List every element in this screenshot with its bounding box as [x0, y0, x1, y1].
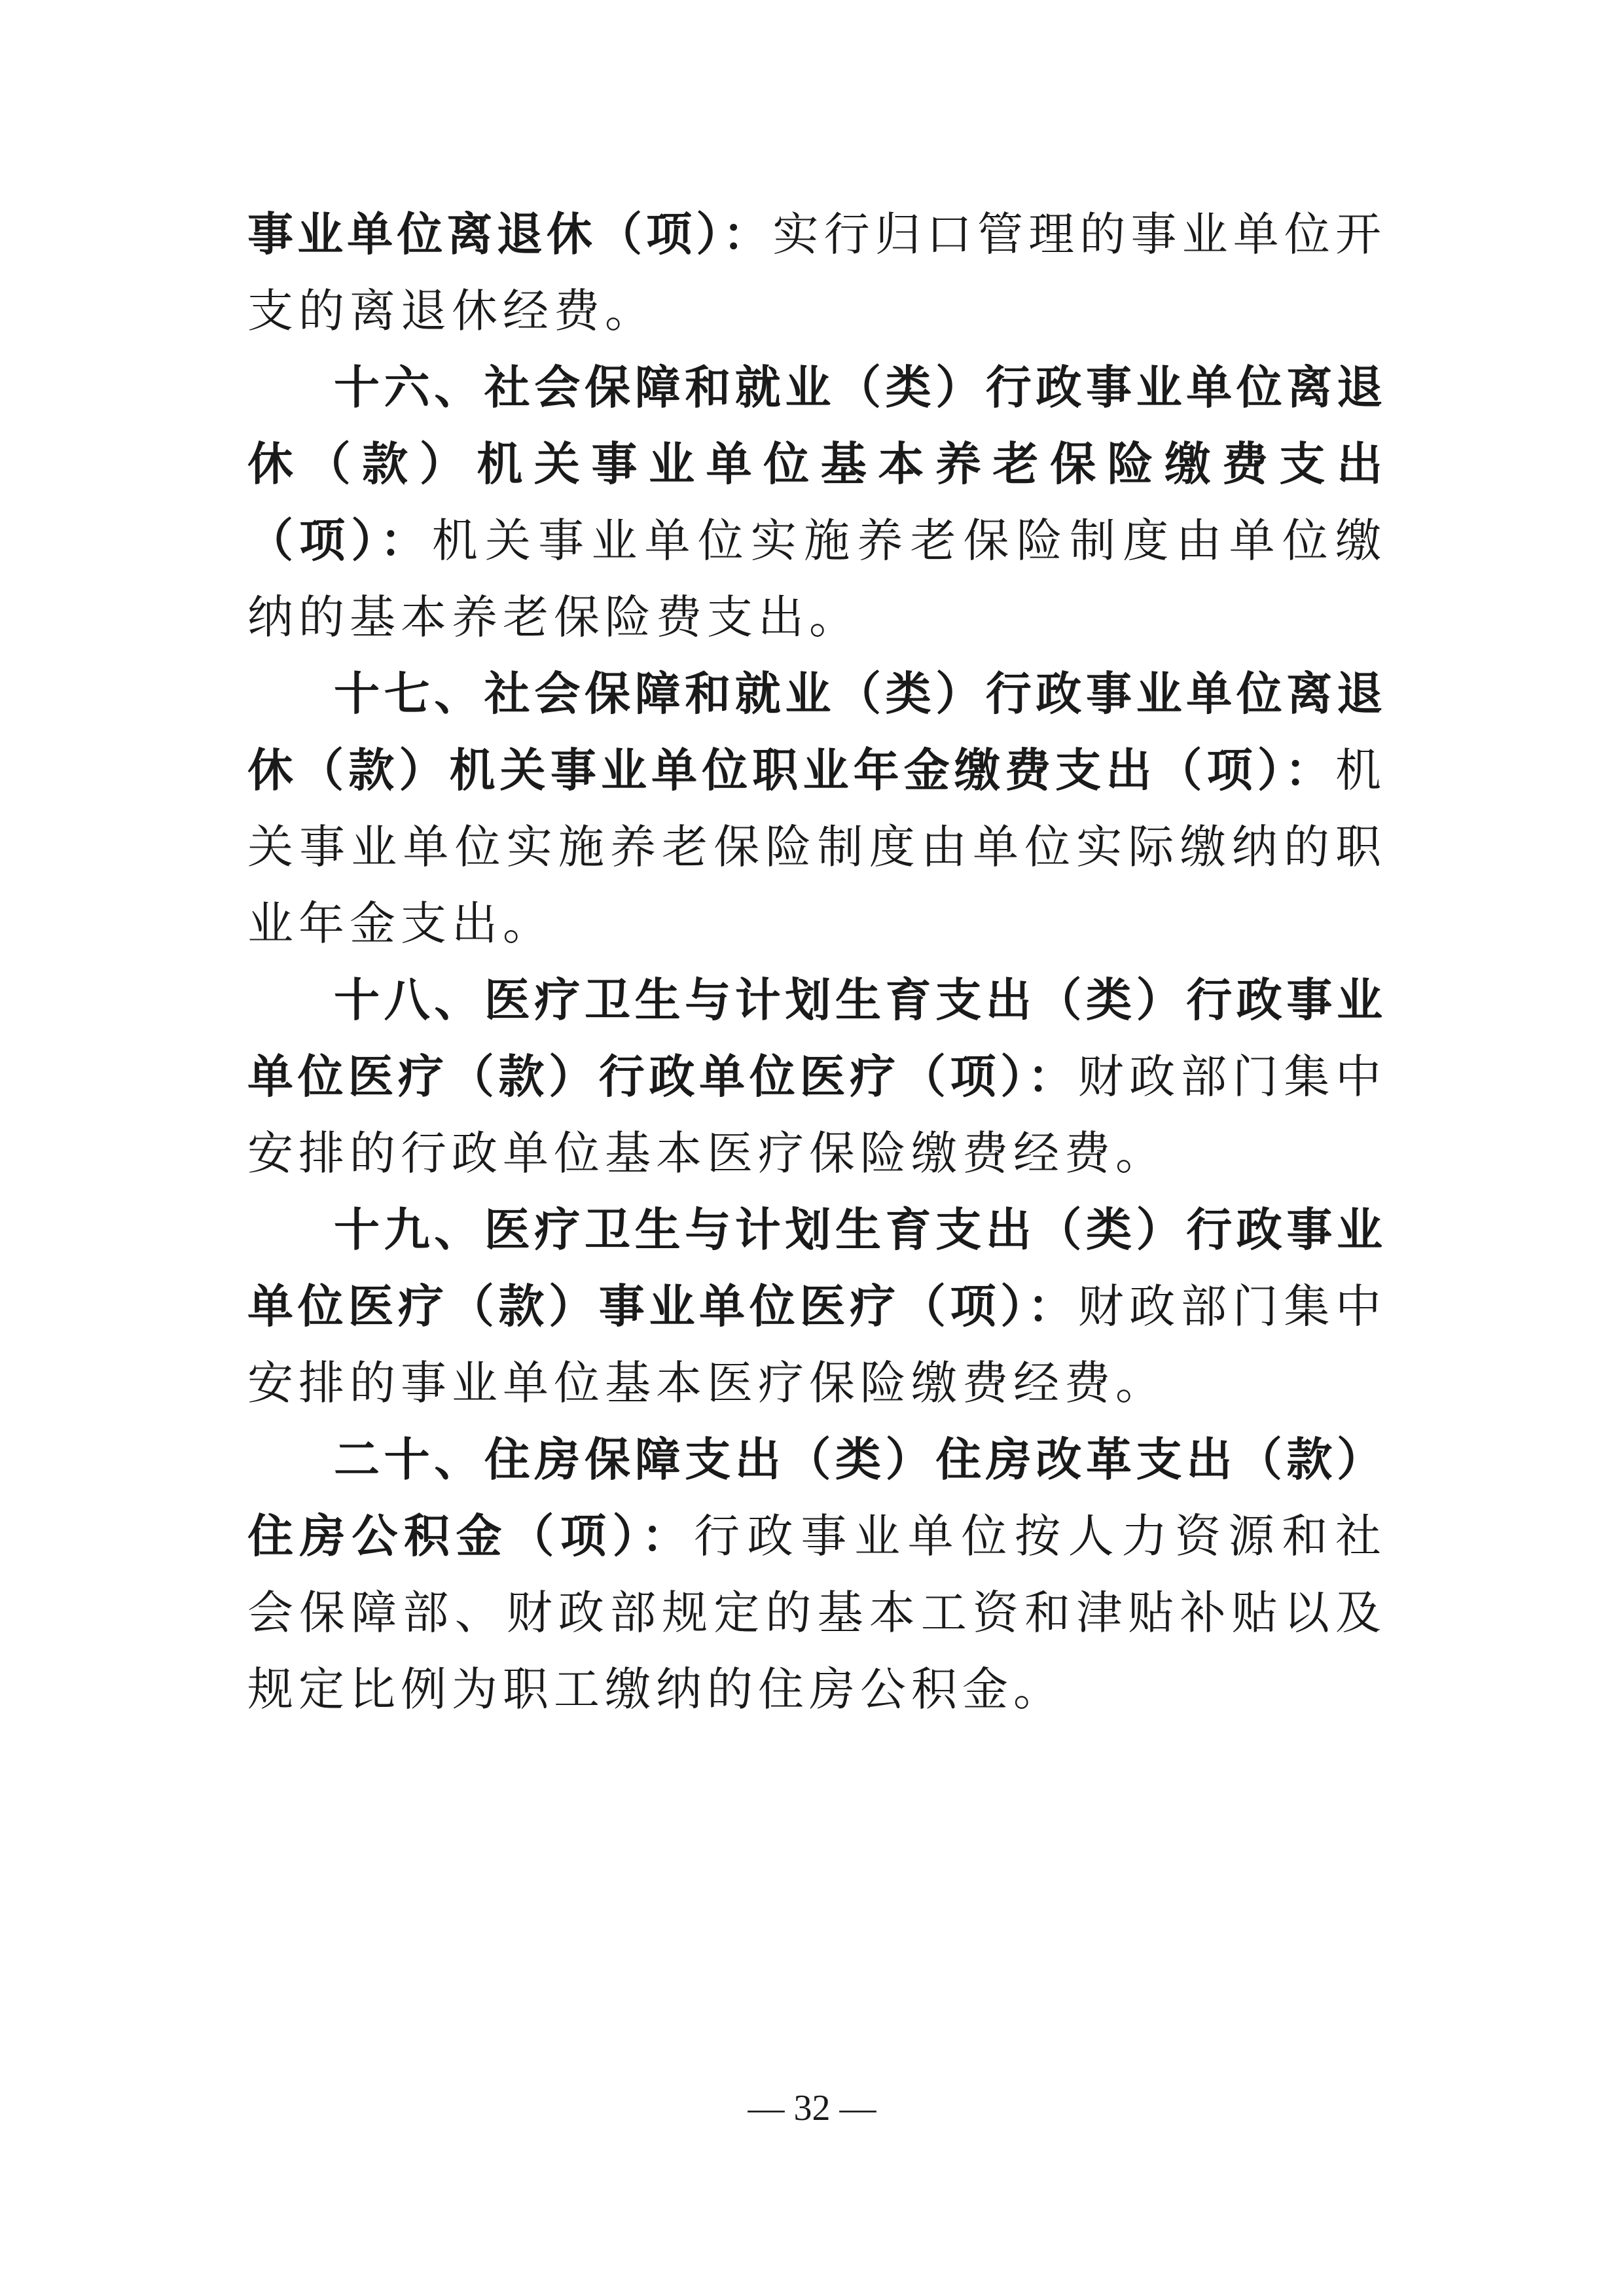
- paragraph-heading: 十六、社会保障和就业（类）行政事业单位离退休（款）机关事业单位基本养老保险缴费支出（项）：: [247, 361, 1386, 567]
- paragraph-heading: 十七、社会保障和就业（类）行政事业单位离退休（款）机关事业单位职业年金缴费支出（项）：: [247, 667, 1386, 797]
- paragraph-item-20: [247, 1422, 1386, 1728]
- paragraph-item-16: [247, 350, 1386, 656]
- paragraph-text: 财政部门集中安排的事业单位基本医疗保险缴费经费。: [247, 1280, 1387, 1410]
- paragraph-heading: 二十、住房保障支出（类）住房改革支出（款）住房公积金（项）：: [247, 1433, 1386, 1563]
- paragraph-text: 财政部门集中安排的行政单位基本医疗保险缴费经费。: [247, 1050, 1387, 1180]
- paragraph-text: 实行归口管理的事业单位开支的离退休经费。: [247, 207, 1386, 338]
- paragraph-heading: 十八、医疗卫生与计划生育支出（类）行政事业单位医疗（款）行政单位医疗（项）：: [247, 973, 1386, 1103]
- paragraph-item-19: [247, 1192, 1386, 1422]
- paragraph-item-18: [247, 962, 1386, 1192]
- paragraph-item-17: [247, 656, 1386, 962]
- paragraph-heading: 事业单位离退休（项）：: [247, 207, 773, 261]
- document-body: [247, 196, 1386, 1728]
- paragraph-text: 行政事业单位按人力资源和社会保障部、财政部规定的基本工资和津贴补贴以及规定比例为职工缴纳的住房公积金。: [247, 1509, 1386, 1716]
- page-number: — 32 —: [748, 2088, 876, 2128]
- paragraph-continuation: [247, 196, 1386, 350]
- paragraph-text: 机关事业单位实施养老保险制度由单位实际缴纳的职业年金支出。: [247, 744, 1386, 950]
- paragraph-text: 机关事业单位实施养老保险制度由单位缴纳的基本养老保险费支出。: [247, 514, 1387, 644]
- paragraph-heading: 十九、医疗卫生与计划生育支出（类）行政事业单位医疗（款）事业单位医疗（项）：: [247, 1203, 1386, 1333]
